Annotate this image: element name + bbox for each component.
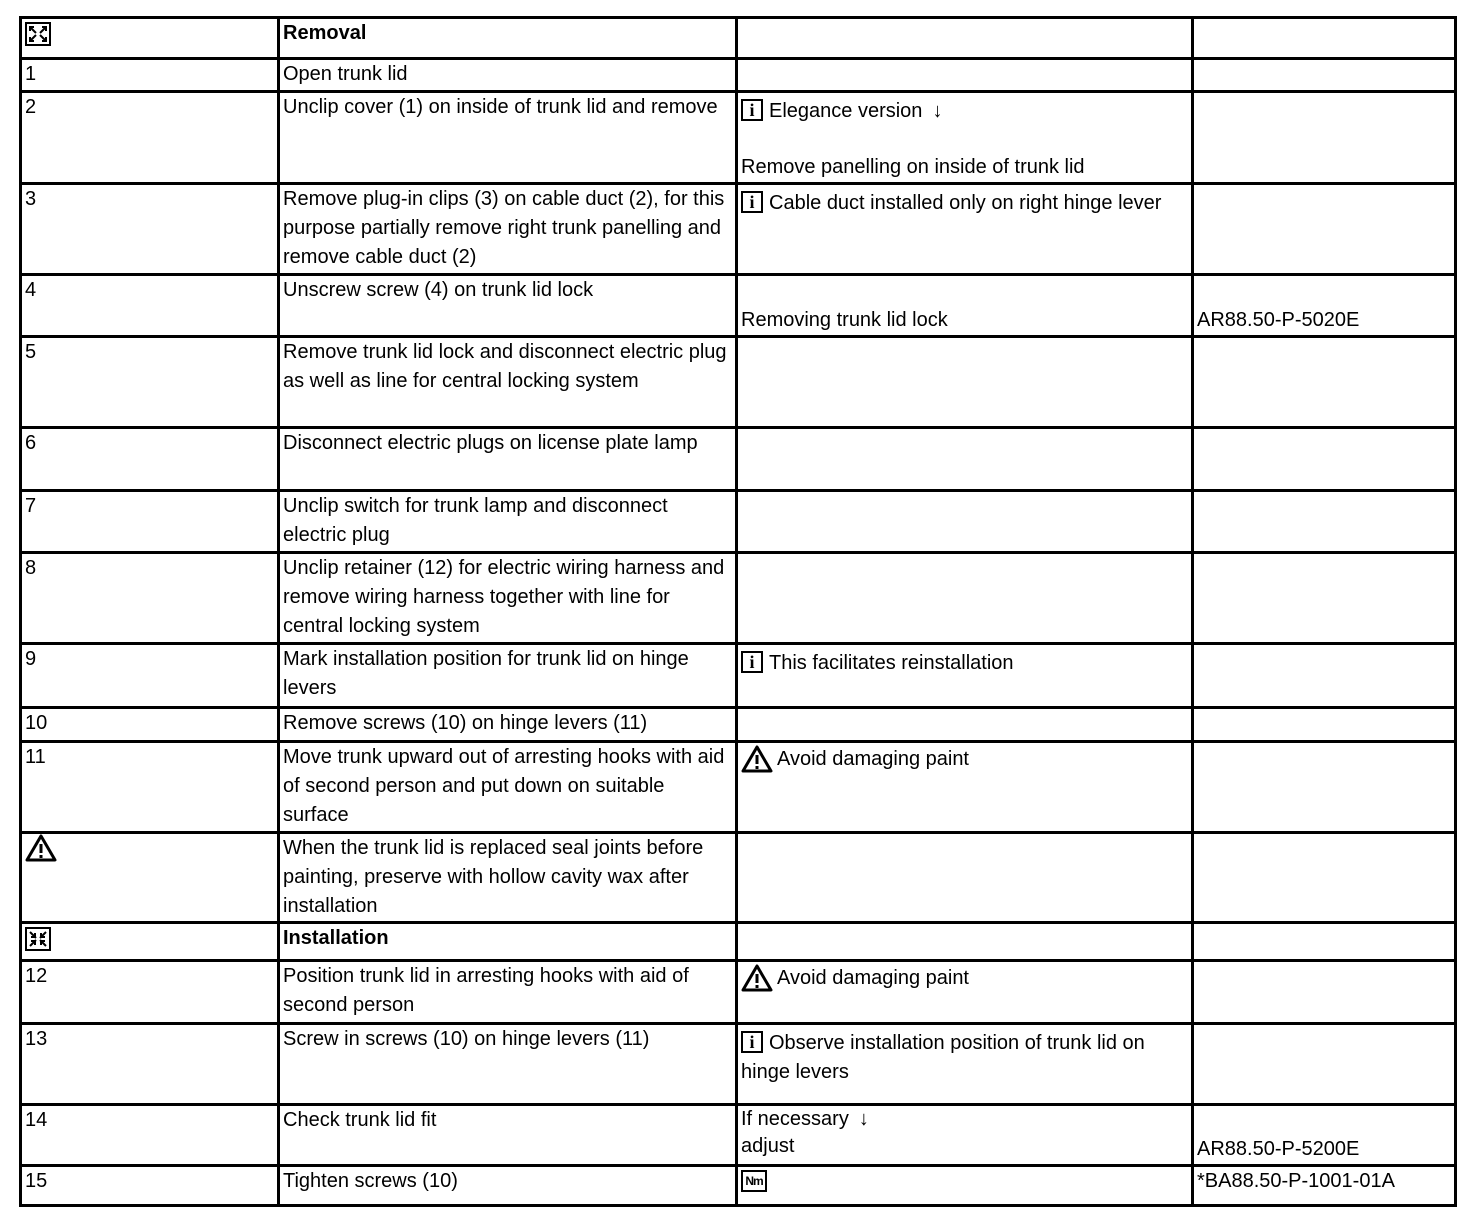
note-cell bbox=[737, 184, 1193, 275]
step-number: 7 bbox=[21, 491, 279, 553]
note-text-2: adjust bbox=[741, 1135, 795, 1157]
step-text: Disconnect electric plugs on license plate lamp bbox=[279, 428, 737, 491]
warning-icon bbox=[25, 834, 57, 862]
step-text: Open trunk lid bbox=[279, 59, 737, 92]
table-row bbox=[21, 275, 1456, 337]
reference-cell bbox=[1193, 1105, 1456, 1166]
step-text: Position trunk lid in arresting hooks with aid of second person bbox=[279, 961, 737, 1024]
warning-row bbox=[21, 833, 1456, 923]
table-row bbox=[21, 184, 1456, 275]
note-text: Observe installation position of trunk lid on hinge levers bbox=[741, 1032, 1145, 1083]
section-title-removal: Removal bbox=[279, 18, 737, 59]
warning-text: When the trunk lid is replaced seal joints before painting, preserve with hollow cavity wax after installation bbox=[279, 833, 737, 923]
step-number: 15 bbox=[21, 1166, 279, 1206]
step-number: 2 bbox=[21, 92, 279, 184]
table-row bbox=[21, 92, 1456, 184]
step-number: 10 bbox=[21, 708, 279, 742]
step-text: Remove trunk lid lock and disconnect electric plug as well as line for central locking system bbox=[279, 337, 737, 428]
step-number: 9 bbox=[21, 644, 279, 708]
note-cell bbox=[737, 92, 1193, 184]
section-title-installation: Installation bbox=[279, 923, 737, 961]
step-number: 14 bbox=[21, 1105, 279, 1166]
step-text: Move trunk upward out of arresting hooks with aid of second person and put down on suitable surface bbox=[279, 742, 737, 833]
table-row bbox=[21, 491, 1456, 553]
table-row bbox=[21, 1024, 1456, 1105]
info-icon: i bbox=[741, 651, 763, 673]
step-text: Check trunk lid fit bbox=[279, 1105, 737, 1166]
warning-icon bbox=[741, 745, 773, 773]
table-row bbox=[21, 59, 1456, 92]
note-text: Cable duct installed only on right hinge lever bbox=[769, 192, 1162, 214]
note-text: Avoid damaging paint bbox=[777, 748, 969, 770]
step-number: 11 bbox=[21, 742, 279, 833]
reference-link[interactable]: AR88.50-P-5200E bbox=[1197, 1138, 1360, 1160]
note-text: This facilitates reinstallation bbox=[769, 652, 1014, 674]
section-row-installation bbox=[21, 923, 1456, 961]
note-cell bbox=[737, 275, 1193, 337]
step-number: 1 bbox=[21, 59, 279, 92]
removal-tool-icon bbox=[25, 22, 51, 46]
note-cell bbox=[737, 1105, 1193, 1166]
step-number: 13 bbox=[21, 1024, 279, 1105]
step-text: Screw in screws (10) on hinge levers (11) bbox=[279, 1024, 737, 1105]
procedure-table bbox=[19, 16, 1457, 1207]
tool-icon-cell bbox=[21, 18, 279, 59]
table-row bbox=[21, 337, 1456, 428]
step-text: Mark installation position for trunk lid on hinge levers bbox=[279, 644, 737, 708]
note-cell bbox=[737, 1166, 1193, 1206]
warning-icon-cell bbox=[21, 833, 279, 923]
installation-tool-icon bbox=[25, 927, 51, 951]
reference-link[interactable]: *BA88.50-P-1001-01A bbox=[1197, 1170, 1395, 1192]
note-text: Elegance version bbox=[769, 100, 923, 122]
arrow-down-icon[interactable]: ↓ bbox=[932, 100, 943, 122]
info-icon: i bbox=[741, 191, 763, 213]
note-cell bbox=[737, 644, 1193, 708]
warning-icon bbox=[741, 964, 773, 992]
note-text: Avoid damaging paint bbox=[777, 967, 969, 989]
table-row bbox=[21, 428, 1456, 491]
step-number: 4 bbox=[21, 275, 279, 337]
note-cell bbox=[737, 961, 1193, 1024]
step-text: Unclip switch for trunk lamp and disconnect electric plug bbox=[279, 491, 737, 553]
note-cell bbox=[737, 742, 1193, 833]
step-number: 3 bbox=[21, 184, 279, 275]
arrow-down-icon[interactable]: ↓ bbox=[858, 1108, 869, 1130]
note-text-2: Remove panelling on inside of trunk lid bbox=[741, 156, 1085, 178]
step-text: Remove screws (10) on hinge levers (11) bbox=[279, 708, 737, 742]
info-icon: i bbox=[741, 99, 763, 121]
table-row bbox=[21, 708, 1456, 742]
reference-cell bbox=[1193, 275, 1456, 337]
table-row bbox=[21, 1105, 1456, 1166]
info-icon: i bbox=[741, 1031, 763, 1053]
note-cell bbox=[737, 1024, 1193, 1105]
table-row bbox=[21, 742, 1456, 833]
note-text: Removing trunk lid lock bbox=[741, 309, 948, 331]
table-row bbox=[21, 553, 1456, 644]
step-text: Remove plug-in clips (3) on cable duct (2), for this purpose partially remove right trunk panelling and remove cable duct (2) bbox=[279, 184, 737, 275]
note-text: If necessary bbox=[741, 1108, 849, 1130]
step-number: 8 bbox=[21, 553, 279, 644]
step-number: 5 bbox=[21, 337, 279, 428]
step-text: Unclip cover (1) on inside of trunk lid and remove bbox=[279, 92, 737, 184]
tool-icon-cell bbox=[21, 923, 279, 961]
reference-cell bbox=[1193, 1166, 1456, 1206]
step-number: 6 bbox=[21, 428, 279, 491]
step-text: Unscrew screw (4) on trunk lid lock bbox=[279, 275, 737, 337]
table-row bbox=[21, 644, 1456, 708]
reference-link[interactable]: AR88.50-P-5020E bbox=[1197, 309, 1360, 331]
torque-icon: Nm bbox=[741, 1170, 767, 1192]
table-row bbox=[21, 1166, 1456, 1206]
step-text: Tighten screws (10) bbox=[279, 1166, 737, 1206]
step-text: Unclip retainer (12) for electric wiring harness and remove wiring harness together with line for central locking system bbox=[279, 553, 737, 644]
section-row-removal bbox=[21, 18, 1456, 59]
table-row bbox=[21, 961, 1456, 1024]
step-number: 12 bbox=[21, 961, 279, 1024]
